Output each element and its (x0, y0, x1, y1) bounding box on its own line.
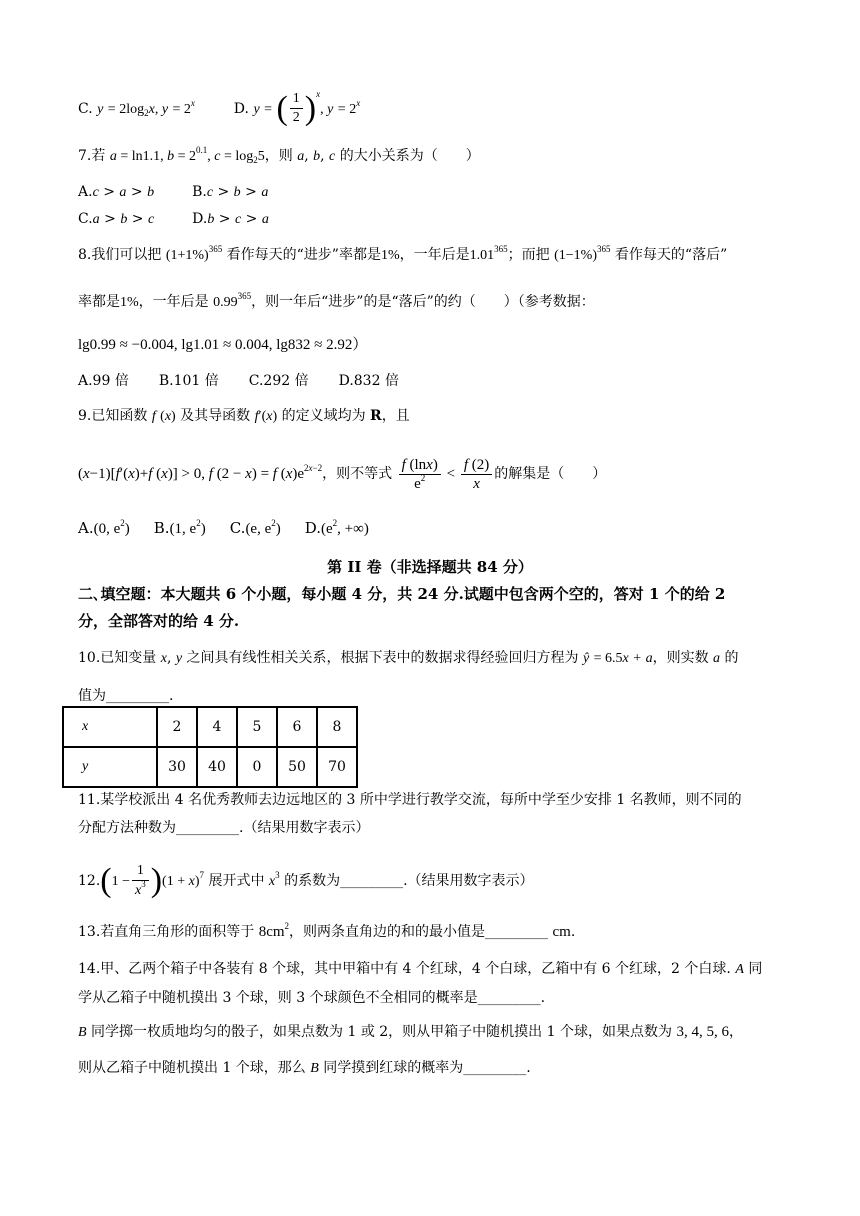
table-cell: 0 (237, 747, 277, 787)
table-cell: 30 (157, 747, 197, 787)
section2-line2: 分，全部答对的给 4 分. (78, 612, 240, 630)
q14-line4: 则从乙箱子中随机摸出 1 个球，那么 B 同学摸到红球的概率为_________. (78, 1060, 531, 1076)
table-cell: 6 (277, 707, 317, 747)
row-label-y: y (63, 747, 157, 787)
q10-stem-line2: 值为_________. (78, 688, 174, 704)
q8-options: A.99 倍 B.101 倍 C.292 倍 D.832 倍 (78, 373, 399, 389)
q7-options-row2: C.a > b > c D.b > c > a (78, 211, 269, 227)
q6-option-d: D. y = ( $\frac{1}{2}$ )$^x$, $y = 2^x$ (233, 88, 361, 127)
q7-stem: 7.若 a = ln1.1, $b = 2^{0.1}$, $c = \log_25$，则 a, b, c 的大小关系为（ ） (78, 145, 480, 165)
table-cell: 40 (197, 747, 237, 787)
q11-line1: 11.某学校派出 4 名优秀教师去边远地区的 3 所中学进行教学交流，每所中学至少安排 1 名教师，则不同的 (78, 792, 742, 808)
section2-line1: 二､填空题：本大题共 6 个小题，每小题 4 分，共 24 分.试题中包含两个空的，答对 1 个的给 2 (78, 585, 726, 603)
q10-stem-line1: 10.已知变量 x, y 之间具有线性相关关系，根据下表中的数据求得经验回归方程为 ŷ = 6.5x + a，则实数 a 的 (78, 650, 739, 666)
q6-options (78, 90, 360, 127)
q14-line1: 14.甲、乙两个箱子中各装有 8 个球，其中甲箱中有 4 个红球，4 个白球，乙箱中有 6 个红球，2 个白球. A 同 (78, 961, 763, 977)
q14-line3: B 同学掷一枚质地均匀的骰子，如果点数为 1 或 2，则从甲箱子中随机摸出 1 个球，如果点数为 3, 4, 5, 6， (78, 1024, 743, 1040)
part2-heading: 第 II 卷（非选择题共 84 分） (327, 558, 533, 576)
table-cell: 50 (277, 747, 317, 787)
q12-stem: 12.(1 − $\frac{1}{x^3}$ )$(1 + x)^7$ 展开式中 $x^3$ 的系数为_________.（结果用数字表示） (78, 862, 534, 899)
q9-stem-line2: (x−1)[f′(x)+f (x)] > 0, f (2 − x) = f $(x)e^{2x-2}$，则不等式 $\frac{f (\ln x)}{e^2}$ < $\frac{f (2)}{x}$ 的解集是（ ） (78, 457, 607, 492)
table-cell: 2 (157, 707, 197, 747)
q6-option-c: C. $y = 2\log_2x$, $y = 2^x$ (78, 97, 195, 118)
row-label-x: x (63, 707, 157, 747)
table-row (63, 747, 357, 787)
q9-stem-line1: 9.已知函数 f (x) 及其导函数 f′(x) 的定义域均为 R，且 (78, 408, 410, 424)
q7-options-row1: A.c > a > b B.c > b > a (78, 184, 269, 200)
q8-stem-line2: 率都是1%，一年后是 0.99$^{365}$，则一年后“进步”的是“落后”的约（ ）（参考数据： (78, 291, 595, 310)
q14-line2: 学从乙箱子中随机摸出 3 个球，则 3 个球颜色不全相同的概率是_________. (78, 990, 546, 1006)
q9-options: A.(0, $e^2$) B.(1, $e^2$) C.(e, $e^2$) $D.(e^2$, +∞) (78, 518, 369, 537)
q8-stem-line1: 8.我们可以把 $(1+1\%)^{365}$ 看作每天的“进步”率都是1%，一年后是1.01$^{365}$；而把 $(1-1\%)^{365}$ 看作每天的“落后” (78, 244, 728, 263)
table-cell: 8 (317, 707, 357, 747)
table-cell: 70 (317, 747, 357, 787)
table-cell: 5 (237, 707, 277, 747)
q11-line2: 分配方法种数为_________.（结果用数字表示） (78, 820, 370, 836)
q10-data-table (62, 706, 358, 788)
q8-reference-data: lg0.99 ≈ −0.004, lg1.01 ≈ 0.004, lg832 ≈ 2.92） (78, 335, 368, 353)
table-cell: 4 (197, 707, 237, 747)
table-row (63, 707, 357, 747)
q13-stem: 13.若直角三角形的面积等于 $8cm^2$，则两条直角边的和的最小值是_________ cm. (78, 921, 576, 940)
